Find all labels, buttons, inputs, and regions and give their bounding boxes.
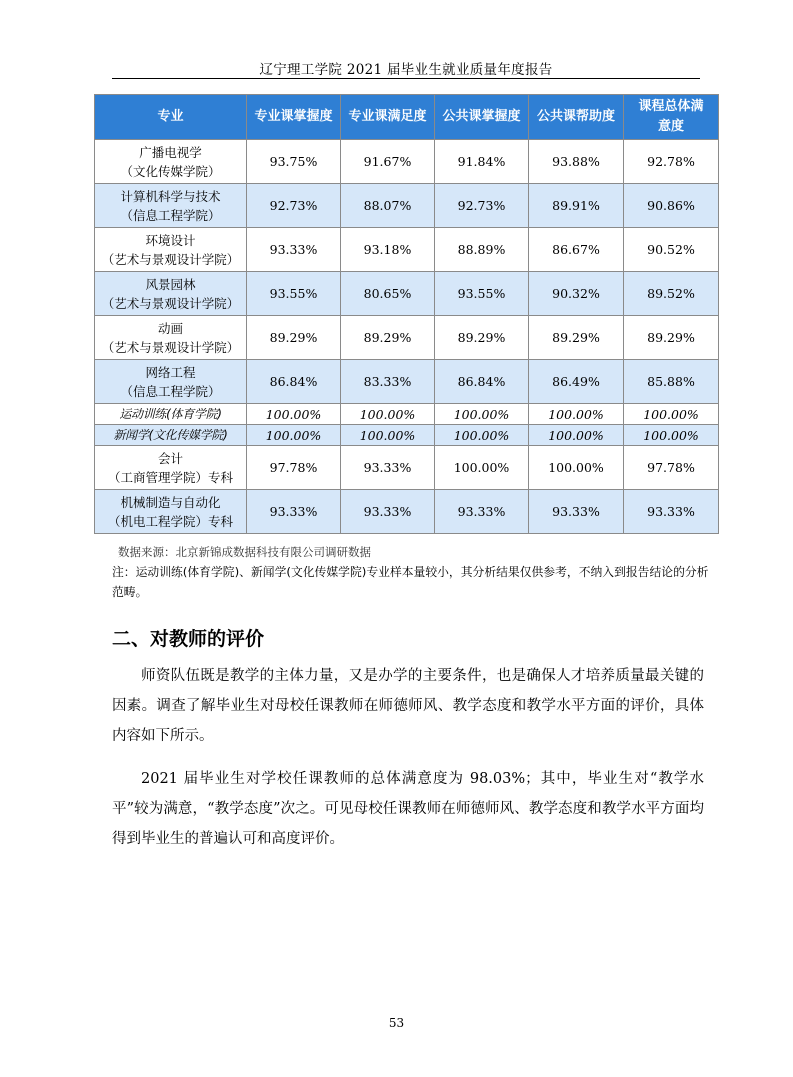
value-cell: 100.00% [435,446,529,490]
running-header: 辽宁理工学院 2021 届毕业生就业质量年度报告 [259,62,553,78]
major-cell: 网络工程 （信息工程学院） [95,360,247,404]
table-row [95,404,719,425]
value-cell: 100.00% [435,404,529,425]
value-cell: 90.52% [624,228,719,272]
value-cell: 93.33% [247,490,341,534]
value-cell: 89.29% [529,316,624,360]
header-rule [112,78,700,79]
data-source: 数据来源：北京新锦成数据科技有限公司调研数据 [118,545,371,559]
paragraph-1: 师资队伍既是教学的主体力量，又是办学的主要条件，也是确保人才培养质量最关键的因素。调查了解毕业生对母校任课教师在师德师风、教学态度和教学水平方面的评价，具体内容如下所示。 [112,668,704,744]
value-cell: 91.84% [435,140,529,184]
major-cell: 广播电视学 （文化传媒学院） [95,140,247,184]
major-cell: 新闻学(文化传媒学院) [95,425,247,446]
table-note: 注：运动训练(体育学院)、新闻学(文化传媒学院)专业样本量较小，其分析结果仅供参考，不纳入到报告结论的分析范畴。 [112,565,709,599]
table-row [95,490,719,534]
major-cell: 计算机科学与技术 （信息工程学院） [95,184,247,228]
value-cell: 90.86% [624,184,719,228]
value-cell: 92.78% [624,140,719,184]
value-cell: 86.84% [435,360,529,404]
table-row [95,140,719,184]
value-cell: 86.67% [529,228,624,272]
value-cell: 100.00% [529,425,624,446]
value-cell: 97.78% [624,446,719,490]
column-header-overall-satisfaction: 课程总体满意度 [624,95,719,140]
value-cell: 100.00% [529,404,624,425]
value-cell: 83.33% [341,360,435,404]
value-cell: 97.78% [247,446,341,490]
table-row [95,360,719,404]
column-header-major: 专业 [95,95,247,140]
value-cell: 89.91% [529,184,624,228]
course-satisfaction-table [94,94,719,534]
table-row [95,425,719,446]
major-cell: 机械制造与自动化 （机电工程学院）专科 [95,490,247,534]
major-cell: 环境设计 （艺术与景观设计学院） [95,228,247,272]
value-cell: 80.65% [341,272,435,316]
column-header-public-course-mastery: 公共课掌握度 [435,95,529,140]
value-cell: 93.55% [435,272,529,316]
value-cell: 100.00% [624,425,719,446]
value-cell: 86.84% [247,360,341,404]
value-cell: 100.00% [247,404,341,425]
value-cell: 89.29% [435,316,529,360]
major-cell: 风景园林 （艺术与景观设计学院） [95,272,247,316]
value-cell: 93.33% [529,490,624,534]
value-cell: 93.88% [529,140,624,184]
value-cell: 89.29% [247,316,341,360]
value-cell: 89.52% [624,272,719,316]
table-header-row [95,95,719,140]
section-title: 二、对教师的评价 [112,628,265,650]
table-row [95,184,719,228]
value-cell: 89.29% [341,316,435,360]
table-row [95,316,719,360]
value-cell: 90.32% [529,272,624,316]
value-cell: 88.07% [341,184,435,228]
value-cell: 93.75% [247,140,341,184]
value-cell: 100.00% [247,425,341,446]
value-cell: 92.73% [435,184,529,228]
value-cell: 86.49% [529,360,624,404]
value-cell: 85.88% [624,360,719,404]
value-cell: 91.67% [341,140,435,184]
column-header-major-course-satisfaction: 专业课满足度 [341,95,435,140]
paragraph-2: 2021 届毕业生对学校任课教师的总体满意度为 98.03%；其中，毕业生对“教学水平”较为满意，“教学态度”次之。可见母校任课教师在师德师风、教学态度和教学水平方面均得到毕业生的普遍认可和高度评价。 [112,771,704,847]
value-cell: 93.55% [247,272,341,316]
value-cell: 89.29% [624,316,719,360]
value-cell: 100.00% [341,425,435,446]
value-cell: 93.33% [247,228,341,272]
value-cell: 100.00% [341,404,435,425]
value-cell: 93.18% [341,228,435,272]
column-header-major-course-mastery: 专业课掌握度 [247,95,341,140]
major-cell: 动画 （艺术与景观设计学院） [95,316,247,360]
value-cell: 88.89% [435,228,529,272]
value-cell: 100.00% [435,425,529,446]
table-row [95,446,719,490]
value-cell: 93.33% [435,490,529,534]
value-cell: 93.33% [624,490,719,534]
value-cell: 93.33% [341,490,435,534]
table-row [95,272,719,316]
column-header-public-course-helpfulness: 公共课帮助度 [529,95,624,140]
value-cell: 92.73% [247,184,341,228]
table-row [95,228,719,272]
major-cell: 会计 （工商管理学院）专科 [95,446,247,490]
page-number: 53 [388,1016,405,1030]
value-cell: 100.00% [529,446,624,490]
value-cell: 93.33% [341,446,435,490]
value-cell: 100.00% [624,404,719,425]
major-cell: 运动训练(体育学院) [95,404,247,425]
